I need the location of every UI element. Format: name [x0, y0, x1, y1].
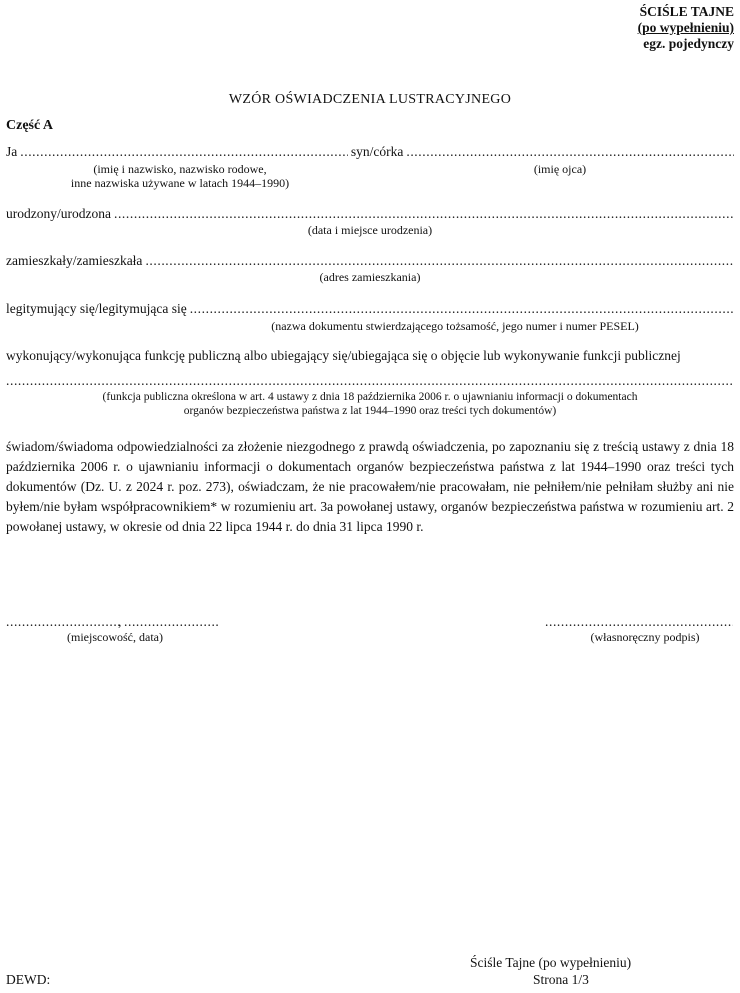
- birth-field[interactable]: [114, 206, 734, 222]
- form-title: WZÓR OŚWIADCZENIA LUSTRACYJNEGO: [228, 92, 512, 107]
- birth-row: [6, 206, 734, 222]
- part-label: Część A: [6, 118, 54, 133]
- residence-hint: (adres zamieszkania): [319, 270, 421, 284]
- function-hint-line1: (funkcja publiczna określona w art. 4 ustawy z dnia 18 października 2006 r. o ujawnianiu informacji o dokumentach: [102, 391, 638, 403]
- birth-label: urodzony/urodzona: [6, 206, 111, 221]
- copy-count: egz. pojedynczy: [643, 36, 734, 51]
- place-date-separator: ,: [118, 614, 122, 629]
- declaration-text: świadom/świadoma odpowiedzialności za złożenie niezgodnego z prawdą oświadczenia, po zapoznaniu się z treścią ustawy z dnia 18 października 2006 r. o ujawnianiu informacji o dokumentach organów bezpieczeństwa państwa z lat 1944–1990 oraz treści tych dokumentów (Dz. U. z 2024 r. poz. 273), oświadczam, że nie pracowałem/nie pracowałam, nie pełniłem/nie pełniłam służby ani nie byłem/nie byłam współpracownikiem* w rozumieniu art. 3a powołanej ustawy, organów bezpieczeństwa państwa w rozumieniu art. 2 powołanej ustawy, w okresie od dnia 22 lipca 1944 r. do dnia 31 lipca 1990 r.: [6, 439, 734, 534]
- name-hint-line2: inne nazwiska używane w latach 1944–1990): [70, 176, 290, 190]
- classification-condition: (po wypełnieniu): [637, 20, 734, 35]
- identity-hint: (nazwa dokumentu stwierdzającego tożsamość, jego numer i numer PESEL): [271, 319, 639, 333]
- birth-hint: (data i miejsce urodzenia): [307, 223, 433, 237]
- signature-hint: (własnoręczny podpis): [590, 630, 700, 644]
- page-number: Strona 1/3: [533, 972, 589, 987]
- parent-hint: (imię ojca): [533, 162, 587, 176]
- identity-label: legitymujący się/legitymująca się: [6, 301, 187, 316]
- name-hint-line1: (imię i nazwisko, nazwisko rodowe,: [93, 162, 267, 176]
- name-hint: [60, 162, 300, 190]
- name-row: [6, 144, 734, 160]
- dewd-label: DEWD:: [6, 972, 51, 987]
- name-field[interactable]: [20, 144, 348, 160]
- residence-field[interactable]: [145, 253, 734, 269]
- residence-label: zamieszkały/zamieszkała: [6, 253, 143, 268]
- place-field[interactable]: [6, 614, 120, 630]
- classification-level: ŚCIŚLE TAJNE: [639, 4, 734, 19]
- function-field[interactable]: [6, 373, 734, 389]
- identity-row: [6, 301, 734, 317]
- parent-field[interactable]: [406, 144, 734, 160]
- function-label: wykonujący/wykonująca funkcję publiczną albo ubiegający się/ubiegająca się o objęcie lub wykonywanie funkcji publicznej: [6, 348, 681, 363]
- classification-header: [638, 4, 734, 52]
- function-row: [6, 373, 734, 389]
- identity-field[interactable]: [190, 301, 734, 317]
- parent-label: syn/córka: [350, 144, 404, 159]
- date-field[interactable]: [124, 614, 218, 630]
- function-hint-line2: organów bezpieczeństwa państwa z lat 1944–1990 oraz treści tych dokumentów): [183, 405, 557, 417]
- signature-field[interactable]: [545, 614, 733, 630]
- function-hint: [30, 390, 710, 418]
- place-date-hint: (miejscowość, data): [67, 630, 163, 644]
- name-label: Ja: [6, 144, 18, 159]
- footer-classification: Ściśle Tajne (po wypełnieniu): [470, 955, 632, 970]
- residence-row: [6, 253, 734, 269]
